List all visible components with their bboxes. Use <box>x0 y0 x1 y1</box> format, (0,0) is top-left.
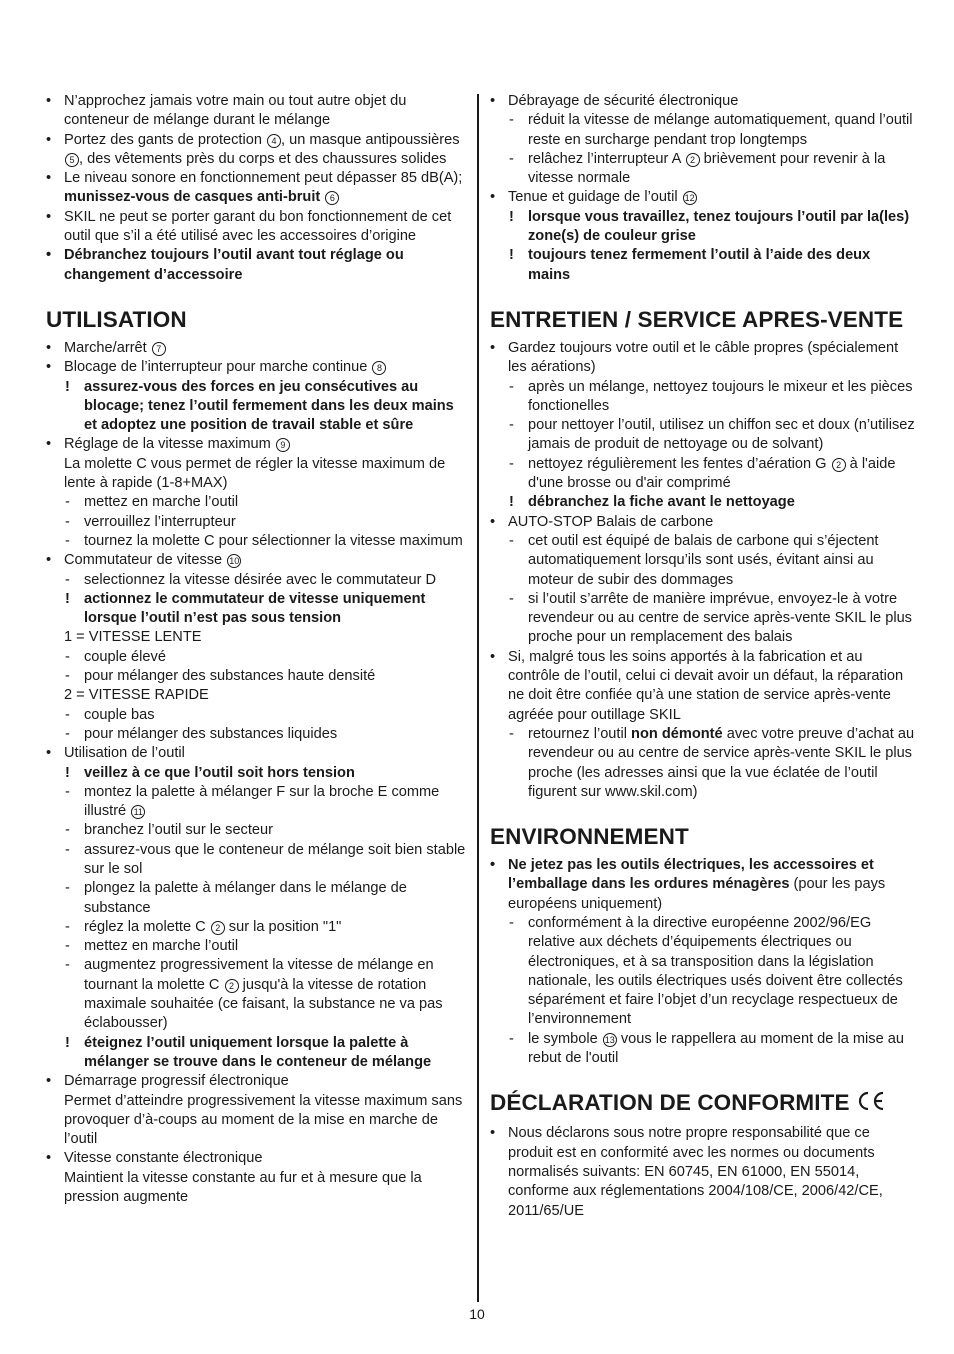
sub-item: - tournez la molette C pour sélectionner la vitesse maximum <box>65 532 463 549</box>
section-title-declaration <box>490 1090 915 1118</box>
sub-item: - assurez-vous que le conteneur de mélange soit bien stable sur le sol <box>65 841 466 877</box>
warning-note: ! débranchez la fiche avant le nettoyage <box>509 494 795 511</box>
section-title-environnement: ENVIRONNEMENT <box>490 824 689 850</box>
figure-ref-icon: 2 <box>686 153 700 167</box>
sub-item: - augmentez progressivement la vitesse de mélange en tournant la molette C 2 jusqu'à la vitesse de rotation maximale souhaitée (ce faisant, la substance ne va pas éclabousser) <box>65 957 443 1032</box>
figure-ref-icon: 2 <box>211 921 225 935</box>
list-item: • Démarrage progressif électronique <box>46 1073 289 1090</box>
right-column <box>490 92 915 1221</box>
figure-ref-icon: 5 <box>65 153 79 167</box>
list-item: • Marche/arrêt 7 <box>46 339 470 358</box>
section-title-text: DÉCLARATION DE CONFORMITE <box>490 1090 850 1116</box>
page-number: 10 <box>469 1306 485 1322</box>
list-item: • Blocage de l’interrupteur pour marche continue 8 <box>46 358 470 377</box>
list-item: • Si, malgré tous les soins apportés à la fabrication et au contrôle de l’outil, celui ci devait avoir un défaut, la réparation ne doit être confiée qu’à une station de service après-vente agréée pour outillage SKIL <box>490 648 904 723</box>
sub-item: - selectionnez la vitesse désirée avec le commutateur D <box>65 571 437 588</box>
paragraph: Permet d’atteindre progressivement la vitesse maximum sans provoquer d’à-coups au moment de la mise en marche de l’outil <box>64 1092 463 1148</box>
list-item: • Nous déclarons sous notre propre responsabilité que ce produit est en conformité avec les normes ou documents normalisés suivants: EN 60745, EN 61000, EN 55014, conforme aux réglementations 2004/108/CE, 2006/42/CE, 2011/65/UE <box>490 1125 883 1219</box>
sub-item: - retournez l’outil non démonté avec votre preuve d’achat au revendeur ou au centre de service après-vente SKIL le plus proche (les adresses ainsi que la vue éclatée de l’outil figurent sur www.skil.com) <box>509 725 915 800</box>
sub-item: - couple élevé <box>65 648 166 665</box>
figure-ref-icon: 11 <box>131 805 145 819</box>
sub-item: - nettoyez régulièrement les fentes d’aération G 2 à l'aide d'une brosse ou d'air comprimé <box>509 455 896 492</box>
figure-ref-icon: 6 <box>325 191 339 205</box>
list-item: • Réglage de la vitesse maximum 9 <box>46 435 470 454</box>
figure-ref-icon: 10 <box>229 556 240 567</box>
warning-note: ! éteignez l’outil uniquement lorsque la palette à mélanger se trouve dans le conteneur de mélange <box>65 1034 432 1070</box>
warning-note: ! actionnez le commutateur de vitesse uniquement lorsque l’outil n’est pas sous tension <box>65 590 426 627</box>
ce-mark-icon <box>856 1090 886 1118</box>
section-title-utilisation: UTILISATION <box>46 306 187 332</box>
paragraph: 1 = VITESSE LENTE <box>64 629 202 646</box>
figure-ref-icon: 9 <box>276 438 290 452</box>
figure-ref-icon: 7 <box>152 342 166 356</box>
sub-item: - pour nettoyer l’outil, utilisez un chiffon sec et doux (n’utilisez jamais de produit de nettoyage ou de solvant) <box>509 417 915 453</box>
list-item: • Débranchez toujours l’outil avant tout réglage ou changement d’accessoire <box>46 247 404 283</box>
sub-item: - mettez en marche l’outil <box>65 938 239 955</box>
figure-ref-icon: 12 <box>684 193 695 204</box>
warning-note: ! veillez à ce que l’outil soit hors tension <box>65 764 355 781</box>
sub-item: - cet outil est équipé de balais de carbone qui s’éjectent automatiquement lorsqu’ils sont usés, évitant ainsi au moteur de subir des dommages <box>509 532 879 588</box>
paragraph: 2 = VITESSE RAPIDE <box>64 687 209 704</box>
list-item: • Portez des gants de protection 4 , un masque antipoussières 5 , des vêtements près du corps et des chaussures solides <box>46 131 460 167</box>
sub-item: - branchez l’outil sur le secteur <box>65 822 273 839</box>
figure-ref-icon: 2 <box>832 458 846 472</box>
sub-item: - pour mélanger des substances liquides <box>65 725 338 742</box>
sub-item: - pour mélanger des substances haute densité <box>65 668 376 685</box>
sub-item: - verrouillez l’interrupteur <box>65 513 236 530</box>
left-column <box>46 92 470 1207</box>
list-item: • N’approchez jamais votre main ou tout autre objet du conteneur de mélange durant le mélange <box>46 93 407 129</box>
sub-item: - couple bas <box>65 706 155 723</box>
warning-note: ! lorsque vous travaillez, tenez toujours l’outil par la(les) zone(s) de couleur grise <box>509 208 910 245</box>
section-title-entretien: ENTRETIEN / SERVICE APRES-VENTE <box>490 306 904 332</box>
list-item: • Commutateur de vitesse 10 <box>46 552 240 569</box>
list-item: • Ne jetez pas les outils électriques, les accessoires et l’emballage dans les ordures ménagères (pour les pays européens uniquement) <box>490 857 886 912</box>
list-item: • Débrayage de sécurité électronique <box>490 93 739 109</box>
paragraph: La molette C vous permet de régler la vitesse maximum de lente à rapide (1-8+MAX) <box>64 455 446 492</box>
sub-item: - le symbole 13 vous le rappellera au moment de la mise au rebut de l'outil <box>509 1030 904 1067</box>
warning-note: ! assurez-vous des forces en jeu consécutives au blocage; tenez l’outil fermement dans les deux mains et adoptez une position de travail stable et sûre <box>65 378 454 434</box>
list-item: • Gardez toujours votre outil et le câble propres (spécialement les aérations) <box>490 339 899 376</box>
list-item: • Vitesse constante électronique <box>46 1150 263 1167</box>
sub-item: - réduit la vitesse de mélange automatiquement, quand l’outil reste en surcharge pendant trop longtemps <box>509 112 913 148</box>
warning-note: ! toujours tenez fermement l’outil à l’aide des deux mains <box>509 247 871 283</box>
list-item: • SKIL ne peut se porter garant du bon fonctionnement de cet outil que s’il a été utilisé avec les accessoires d’origine <box>46 208 452 245</box>
column-divider <box>477 94 479 1302</box>
sub-item: - si l’outil s’arrête de manière imprévue, envoyez-le à votre revendeur ou au centre de service après-vente SKIL le plus proche pour un remplacement des balais <box>509 590 912 646</box>
sub-item: - montez la palette à mélanger F sur la broche E comme illustré 11 <box>65 783 440 820</box>
sub-item: - réglez la molette C 2 sur la position "1" <box>65 918 342 935</box>
sub-item: - plongez la palette à mélanger dans le mélange de substance <box>65 880 407 916</box>
figure-ref-icon: 8 <box>372 361 386 375</box>
list-item: • Utilisation de l’outil <box>46 745 185 762</box>
list-item: • AUTO-STOP Balais de carbone <box>490 513 714 530</box>
figure-ref-icon: 13 <box>604 1034 615 1045</box>
figure-ref-icon: 2 <box>225 979 239 993</box>
sub-item: - après un mélange, nettoyez toujours le mixeur et les pièces fonctionelles <box>509 378 913 414</box>
sub-item: - mettez en marche l’outil <box>65 494 239 511</box>
sub-item: - relâchez l’interrupteur A 2 brièvement pour revenir à la vitesse normale <box>509 150 886 187</box>
list-item: • Tenue et guidage de l’outil 12 <box>490 189 695 206</box>
list-item: • Le niveau sonore en fonctionnement peut dépasser 85 dB(A); munissez-vous de casques anti-bruit 6 <box>46 170 463 206</box>
figure-ref-icon: 4 <box>267 134 281 148</box>
sub-item: - conformément à la directive européenne 2002/96/EG relative aux déchets d’équipements électriques ou électroniques, et à sa transposition dans la législation nationale, les outils électriques usés doivent être collectés séparément et faire l’objet d’un recyclage respectueux de l’environnement <box>509 914 903 1028</box>
paragraph: Maintient la vitesse constante au fur et à mesure que la pression augmente <box>64 1169 422 1206</box>
